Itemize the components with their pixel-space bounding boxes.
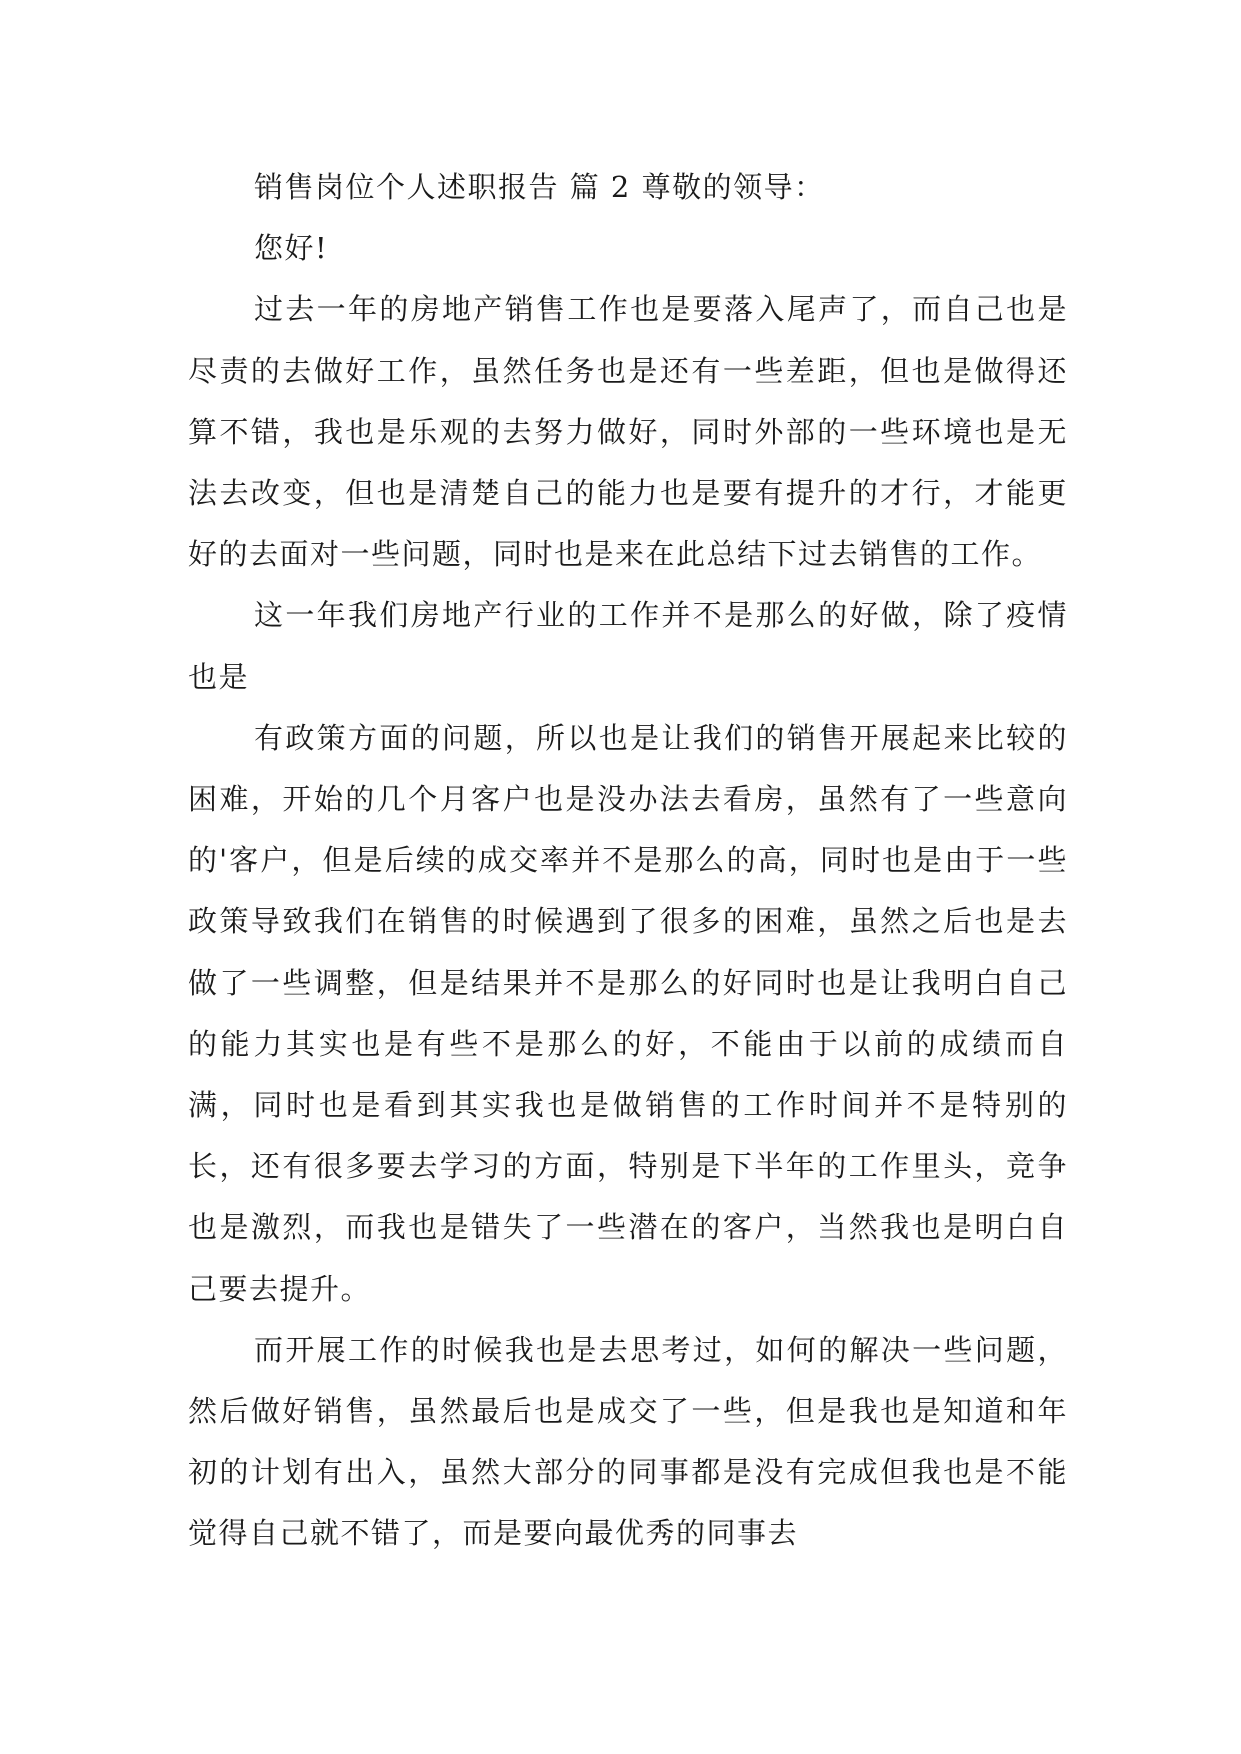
paragraph-2: 这一年我们房地产行业的工作并不是那么的好做，除了疫情也是: [188, 598, 1068, 694]
report-title-line: 销售岗位个人述职报告 篇 2 尊敬的领导：: [254, 170, 825, 204]
document-body: [188, 157, 1068, 1565]
paragraph-4: 而开展工作的时候我也是去思考过，如何的解决一些问题，然后做好销售，虽然最后也是成交了一些，但是我也是知道和年初的计划有出入，虽然大部分的同事都是没有完成但我也是不能觉得自己就不错了，而是要向最优秀的同事去: [188, 1332, 1068, 1551]
paragraph-3: 有政策方面的问题，所以也是让我们的销售开展起来比较的困难，开始的几个月客户也是没办法去看房，虽然有了一些意向的'客户，但是后续的成交率并不是那么的高，同时也是由于一些政策导致我们在销售的时候遇到了很多的困难，虽然之后也是去做了一些调整，但是结果并不是那么的好同时也是让我明白自己的能力其实也是有些不是那么的好，不能由于以前的成绩而自满，同时也是看到其实我也是做销售的工作时间并不是特别的长，还有很多要去学习的方面，特别是下半年的工作里头，竞争也是激烈，而我也是错失了一些潜在的客户，当然我也是明白自己要去提升。: [188, 720, 1068, 1306]
greeting: 您好!: [254, 231, 329, 266]
paragraph-1: 过去一年的房地产销售工作也是要落入尾声了，而自己也是尽责的去做好工作，虽然任务也是还有一些差距，但也是做得还算不错，我也是乐观的去努力做好，同时外部的一些环境也是无法去改变，但也是清楚自己的能力也是要有提升的才行，才能更好的去面对一些问题，同时也是来在此总结下过去销售的工作。: [188, 292, 1068, 572]
